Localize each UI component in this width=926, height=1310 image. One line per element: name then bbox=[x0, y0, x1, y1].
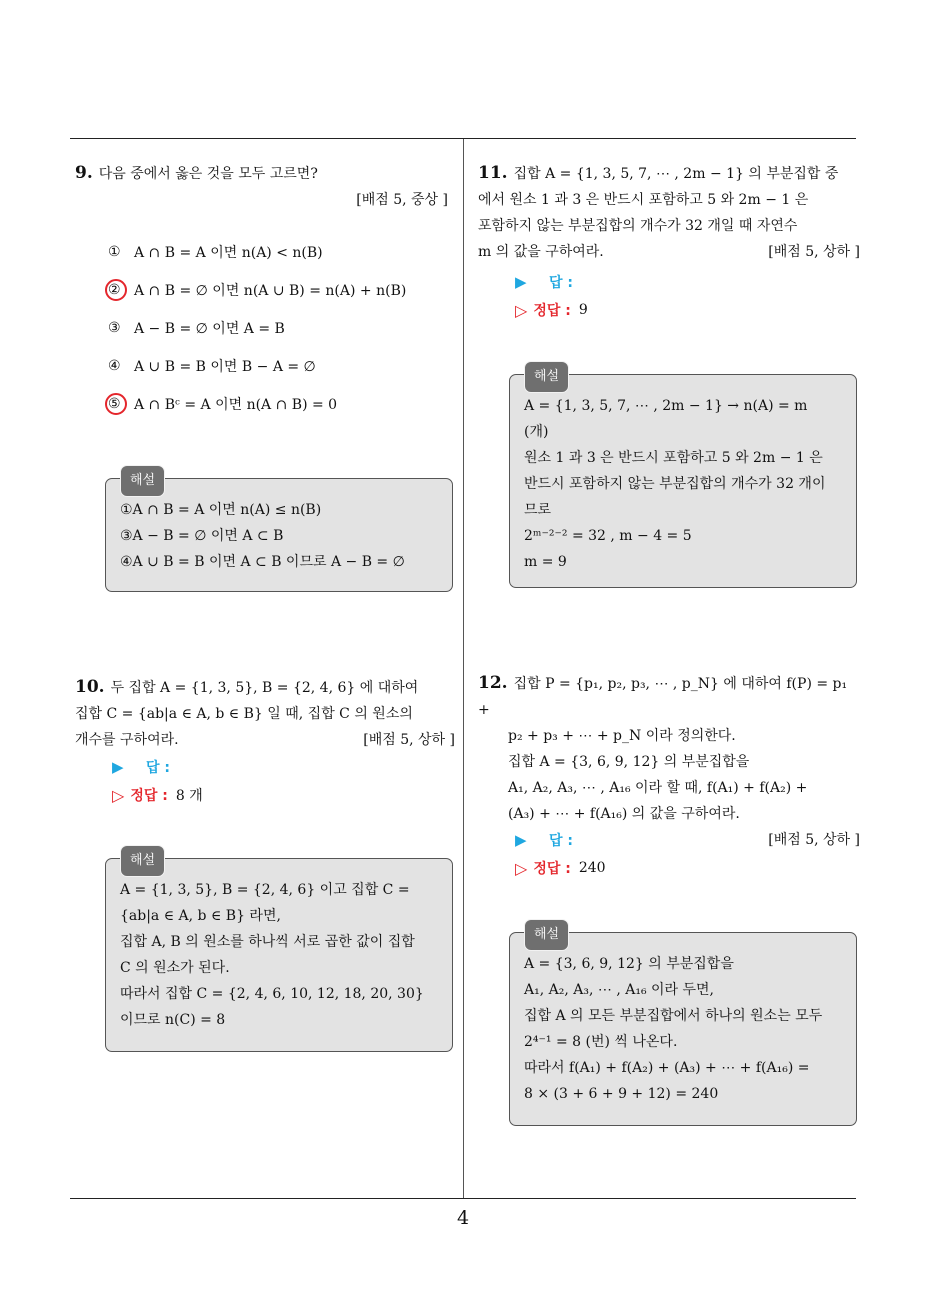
problem-10: 10. 두 집합 A = {1, 3, 5}, B = {2, 4, 6} 에 대하여 집합 C = {ab|a ∈ A, b ∈ B} 일 때, 집합 C 의 원소의 개수를 구하여라. [배점 5, 상하 ] bbox=[75, 674, 455, 753]
correct-answer-value: 9 bbox=[578, 302, 588, 318]
triangle-outline-icon: ▷ bbox=[515, 300, 528, 320]
points-label: [배점 5, 상하 ] bbox=[363, 732, 455, 748]
problem-11: 11. 집합 A = {1, 3, 5, 7, ⋯ , 2m − 1} 의 부분집합 중 에서 원소 1 과 3 은 반드시 포함하고 5 와 2m − 1 은 포함하지 않는 부분집합의 개수가 32 개일 때 자연수 m 의 값을 구하여라. [배점 5, 상하 ] bbox=[478, 160, 860, 265]
problem-number: 9. bbox=[75, 163, 93, 183]
page-number: 4 bbox=[456, 1207, 470, 1229]
problem-number: 10. bbox=[75, 677, 105, 697]
correct-answer-row: ▷ 정답 : 8 개 bbox=[112, 785, 203, 805]
option-1[interactable]: ① A ∩ B = A 이면 n(A) < n(B) bbox=[108, 244, 323, 261]
play-icon: ▶ bbox=[112, 758, 124, 776]
points-label: [배점 5, 상하 ] bbox=[768, 244, 860, 260]
options-list bbox=[108, 233, 453, 423]
solution-tab: 해설 bbox=[120, 465, 165, 497]
solution-tab: 해설 bbox=[120, 845, 165, 877]
solution-box-9: 해설 ①A ∩ B = A 이면 n(A) ≤ n(B) ③A − B = ∅ 이면 A ⊂ B ④A ∪ B = B 이면 A ⊂ B 이므로 A − B = ∅ bbox=[105, 478, 453, 592]
option-2[interactable]: ② A ∩ B = ∅ 이면 n(A ∪ B) = n(A) + n(B) bbox=[108, 271, 453, 309]
column-divider bbox=[463, 139, 464, 1198]
question-text: 다음 중에서 옳은 것을 모두 고르면? bbox=[98, 166, 318, 182]
solution-box-11: 해설 A = {1, 3, 5, 7, ⋯ , 2m − 1} → n(A) = m (개) 원소 1 과 3 은 반드시 포함하고 5 와 2m − 1 은 반드시 포함하지 않는 부분집합의 개수가 32 개이 므로 2ᵐ⁻²⁻² = 32 , m − 4 = 5 m = 9 bbox=[509, 374, 857, 588]
answer-row[interactable]: ▶ 답 : bbox=[112, 758, 170, 776]
answer-area-12 bbox=[511, 826, 606, 882]
points-label: [배점 5, 중상 ] bbox=[356, 192, 448, 208]
answer-row[interactable]: ▶ 답 : bbox=[515, 273, 573, 291]
play-icon: ▶ bbox=[515, 273, 527, 291]
answer-area-10 bbox=[108, 753, 203, 809]
points-label: [배점 5, 상하 ] bbox=[768, 832, 860, 848]
play-icon: ▶ bbox=[515, 831, 527, 849]
option-5[interactable]: ⑤ A ∩ Bᶜ = A 이면 n(A ∩ B) = 0 bbox=[108, 385, 453, 423]
solution-tab: 해설 bbox=[524, 919, 569, 951]
problem-12: 12. 집합 P = {p₁, p₂, p₃, ⋯ , p_N} 에 대하여 f(P) = p₁ + p₂ + p₃ + ⋯ + p_N 이라 정의한다. 집합 A = {3, 6, 9, 12} 의 부분집합을 A₁, A₂, A₃, ⋯ , A₁₆ 이라 할 때, f(A₁) + f(A₂) + (A₃) + ⋯ + f(A₁₆) 의 값을 구하여라. [배점 5, 상하 ] bbox=[478, 670, 860, 853]
triangle-outline-icon: ▷ bbox=[515, 858, 528, 878]
problem-9 bbox=[75, 160, 448, 213]
problem-number: 11. bbox=[478, 163, 508, 183]
selected-circle-mark bbox=[105, 279, 127, 301]
solution-box-10: 해설 A = {1, 3, 5}, B = {2, 4, 6} 이고 집합 C = {ab|a ∈ A, b ∈ B} 라면, 집합 A, B 의 원소를 하나씩 서로 곱한 값이 집합 C 의 원소가 된다. 따라서 집합 C = {2, 4, 6, 10, 12, 18, 20, 30} 이므로 n(C) = 8 bbox=[105, 858, 453, 1052]
problem-number: 12. bbox=[478, 673, 508, 693]
bottom-rule bbox=[70, 1198, 856, 1199]
selected-circle-mark bbox=[105, 393, 127, 415]
triangle-outline-icon: ▷ bbox=[112, 785, 125, 805]
correct-answer-row: ▷ 정답 : 240 bbox=[515, 858, 606, 878]
correct-answer-value: 240 bbox=[578, 860, 606, 876]
correct-answer-row: ▷ 정답 : 9 bbox=[515, 300, 588, 320]
option-3[interactable]: ③ A − B = ∅ 이면 A = B bbox=[108, 320, 285, 337]
correct-answer-value: 8 개 bbox=[175, 788, 203, 804]
solution-box-12: 해설 A = {3, 6, 9, 12} 의 부분집합을 A₁, A₂, A₃, ⋯ , A₁₆ 이라 두면, 집합 A 의 모든 부분집합에서 하나의 원소는 모두 2⁴⁻¹ = 8 (번) 씩 나온다. 따라서 f(A₁) + f(A₂) + (A₃) + ⋯ + f(A₁₆) = 8 × (3 + 6 + 9 + 12) = 240 bbox=[509, 932, 857, 1126]
solution-tab: 해설 bbox=[524, 361, 569, 393]
option-4[interactable]: ④ A ∪ B = B 이면 B − A = ∅ bbox=[108, 358, 316, 375]
answer-area-11 bbox=[511, 268, 588, 324]
answer-row[interactable]: ▶ 답 : bbox=[515, 831, 573, 849]
